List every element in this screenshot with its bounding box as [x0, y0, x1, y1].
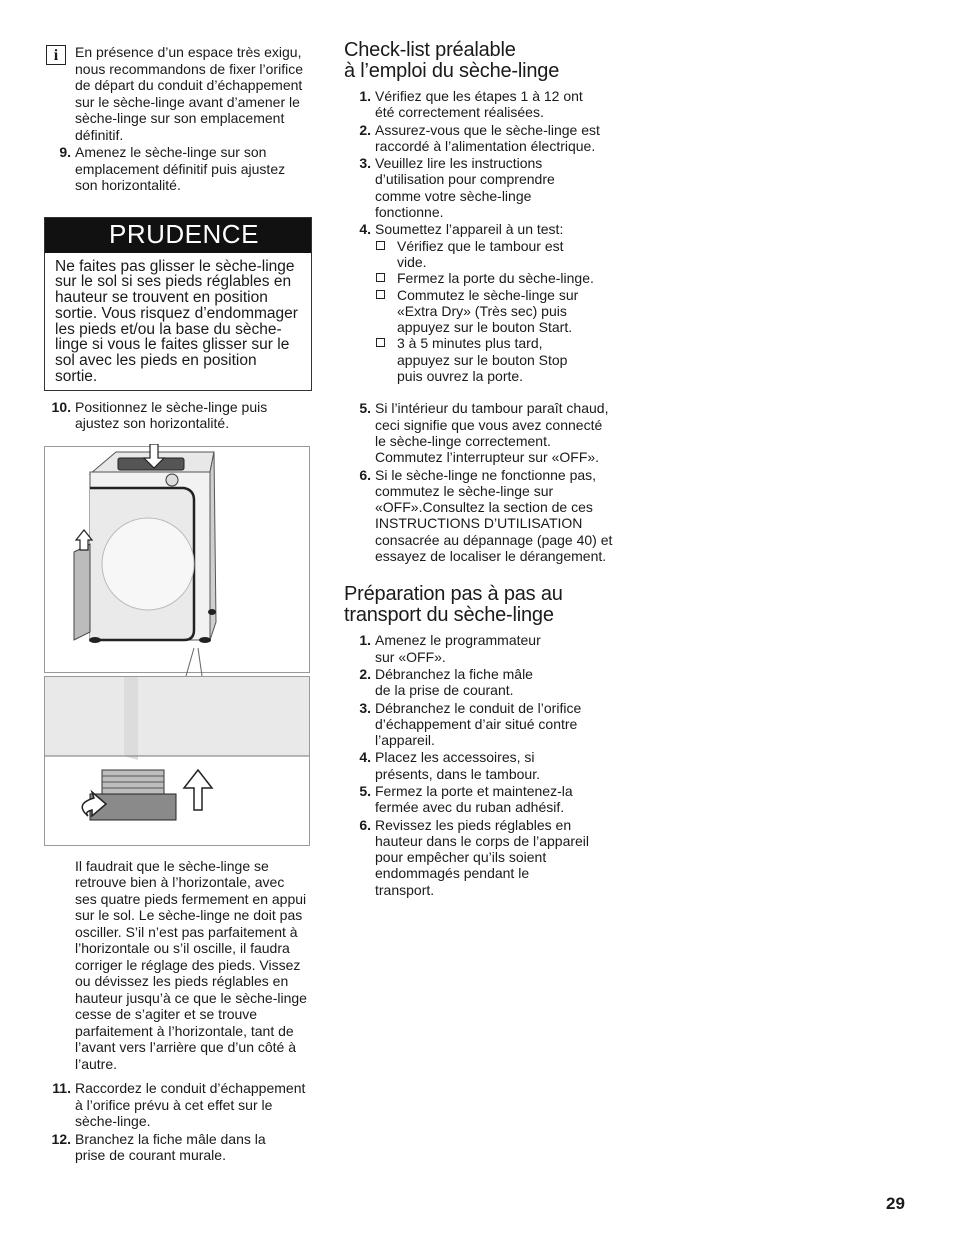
checkbox-icon: [376, 241, 385, 250]
checklist-step-1: [344, 88, 624, 121]
transport-step-4: [344, 749, 624, 782]
step-text: Si le sèche-linge ne fonctionne pas, commutez le sèche-linge sur «OFF».Consultez la section de ces INSTRUCTIONS D’UTILISATION consacrée au dépannage (page 40) et essayez de localiser le dérangement.: [375, 466, 613, 565]
substep-text: Fermez la porte du sèche-linge.: [397, 270, 594, 287]
step-number: 3.: [359, 155, 371, 172]
caution-title: PRUDENCE: [45, 218, 311, 253]
step-number: 4.: [359, 221, 371, 238]
checklist-step-6: [344, 467, 624, 565]
knob-icon: [166, 474, 178, 486]
checklist-substep-2: [375, 270, 624, 286]
transport-step-2: [344, 666, 624, 699]
left-column: [44, 44, 312, 1164]
step-text: Si l’intérieur du tambour paraît chaud, ceci signifie que vous avez connecté le sèche-linge correctement. Commutez l’interrupteur sur «OFF».: [375, 400, 609, 466]
transport-step-3: [344, 700, 624, 749]
checklist-substep-3: [375, 287, 624, 336]
dryer-leveling-figure: [44, 444, 310, 858]
checklist-step-2: [344, 122, 624, 155]
info-icon: i: [46, 45, 66, 65]
page-number: 29: [886, 1194, 905, 1213]
transport-title-line2: transport du sèche-linge: [344, 604, 554, 627]
checklist-step-5: [344, 400, 624, 465]
step-text: Assurez-vous que le sèche-linge est raccordé à l’alimentation électrique.: [375, 121, 600, 154]
step-text: Soumettez l’appareil à un test:: [375, 221, 564, 238]
substep-text: 3 à 5 minutes plus tard, appuyez sur le bouton Stop puis ouvrez la porte.: [397, 335, 568, 385]
step-number: 3.: [359, 699, 371, 716]
checklist-title-line1: Check-list préalable: [344, 39, 516, 61]
step-text: Débranchez le conduit de l’orifice d’échappement d’air situé contre l’appareil.: [375, 699, 582, 749]
step-11: [44, 1080, 312, 1130]
step-9: [44, 144, 312, 194]
checkbox-icon: [376, 338, 385, 347]
step-number: 5.: [359, 782, 371, 799]
checklist-substep-4: [375, 335, 624, 384]
step-text: Vérifiez que les étapes 1 à 12 ont été correctement réalisées.: [375, 88, 583, 121]
step-number: 6.: [359, 816, 371, 833]
step-number: 5.: [359, 400, 371, 417]
step-text: Placez les accessoires, si présents, dans le tambour.: [375, 749, 540, 782]
info-text: En présence d’un espace très exigu, nous recommandons de fixer l’orifice de départ du conduit d’échappement sur le sèche-linge avant d’amener le sèche-linge sur son emplacement définitif.: [75, 44, 303, 143]
checklist-step-4: [344, 221, 624, 384]
checklist-steps: [344, 88, 624, 564]
substep-text: Commutez le sèche-linge sur «Extra Dry» (Très sec) puis appuyez sur le bouton Start.: [397, 286, 579, 336]
dryer-illustration: [44, 444, 310, 858]
step-text: Amenez le sèche-linge sur son emplacement définitif puis ajustez son horizontalité.: [75, 144, 286, 193]
step-text: Revissez les pieds réglables en hauteur dans le corps de l’appareil pour empêcher qu’ils soient endommagés pendant le transport.: [375, 816, 590, 898]
transport-title: [344, 584, 624, 626]
checklist-title: [344, 40, 624, 82]
step-number: 6.: [359, 466, 371, 483]
transport-step-5: [344, 783, 624, 816]
step-text: Amenez le programmateur sur «OFF».: [375, 632, 541, 665]
step-text: Veuillez lire les instructions d’utilisation pour comprendre comme votre sèche-linge fonctionne.: [375, 155, 555, 221]
foot-thread: [102, 770, 164, 796]
transport-step-1: [344, 632, 624, 665]
step-text: Positionnez le sèche-linge puis ajustez son horizontalité.: [75, 398, 268, 432]
step-number: 9.: [59, 144, 71, 160]
side-panel: [74, 544, 90, 640]
step-number: 12.: [51, 1130, 71, 1147]
caution-box: [44, 217, 312, 391]
checklist-step-3: [344, 155, 624, 220]
step-number: 2.: [359, 121, 371, 138]
transport-steps: [344, 632, 624, 898]
level-text: Il faudrait que le sèche-linge se retrouve bien à l’horizontale, avec ses quatre pieds fermement en appui sur le sol. Le sèche-linge ne doit pas osciller. S’il n’est pas parfaitement à l’horizontale ou s’il oscille, il faudra corriger le réglage des pieds. Vissez ou dévissez les pieds réglables en hauteur jusqu’à ce que le sèche-linge cesse de s’agiter et se trouve parfaitement à l’horizontale, tant de l’avant vers l’arrière que d’un côté à l’autre.: [75, 857, 307, 1072]
step-10: [44, 399, 312, 432]
right-column: [344, 40, 624, 899]
transport-step-6: [344, 817, 624, 898]
step-number: 11.: [52, 1080, 71, 1097]
step-text: Raccordez le conduit d’échappement à l’orifice prévu à cet effet sur le sèche-linge.: [75, 1080, 306, 1130]
checkbox-icon: [376, 290, 385, 299]
step-12: [44, 1131, 312, 1164]
checklist-substep-1: [375, 238, 624, 271]
checklist-title-line2: à l’emploi du sèche-linge: [344, 60, 560, 82]
step-number: 1.: [359, 88, 371, 104]
step-number: 1.: [359, 632, 371, 649]
step-text: Fermez la porte et maintenez-la fermée avec du ruban adhésif.: [375, 782, 573, 816]
step-number: 10.: [51, 398, 71, 415]
step-text: Branchez la fiche mâle dans la prise de courant murale.: [75, 1130, 266, 1164]
substep-text: Vérifiez que le tambour est vide.: [397, 237, 564, 270]
info-note: [44, 44, 312, 143]
door-window: [102, 518, 194, 610]
caution-text: Ne faites pas glisser le sèche-linge sur le sol si ses pieds réglables en hauteur se trouvent en position sortie. Vous risquez d’endommager les pieds et/ou la base du sèche-linge si vous le faites glisser sur le sol avec les pieds en position sortie.: [55, 257, 298, 386]
checkbox-icon: [376, 273, 385, 282]
step-number: 4.: [359, 749, 371, 766]
step-text: Débranchez la fiche mâle de la prise de courant.: [375, 665, 533, 699]
transport-title-line1: Préparation pas à pas au: [344, 583, 563, 606]
step-number: 2.: [359, 665, 371, 682]
